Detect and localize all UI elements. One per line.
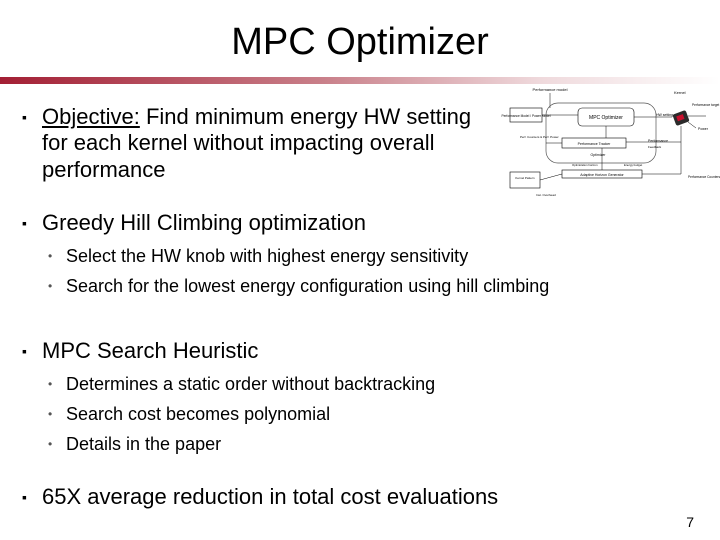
svg-text:Optimizer: Optimizer xyxy=(590,153,606,157)
svg-text:Inst. Overhead: Inst. Overhead xyxy=(536,193,556,197)
svg-text:Performance Model / Power Mode: Performance Model / Power Model xyxy=(501,114,551,118)
page-number: 7 xyxy=(686,514,694,530)
square-bullet-icon: ▪ xyxy=(22,109,27,125)
svg-text:Performance target: Performance target xyxy=(692,103,720,107)
dot-bullet-icon: • xyxy=(48,407,53,421)
objective-line-1: Find minimum energy HW setting xyxy=(139,104,472,129)
mpc-block-diagram xyxy=(501,86,720,197)
svg-text:Performance Counters: Performance Counters xyxy=(688,175,720,179)
gpu-chip-icon xyxy=(672,110,689,126)
square-bullet-icon: ▪ xyxy=(22,489,27,505)
dot-bullet-icon: • xyxy=(48,437,53,451)
svg-text:Adaptive Horizon Generator: Adaptive Horizon Generator xyxy=(580,173,624,177)
svg-text:MPC Optimizer: MPC Optimizer xyxy=(589,115,623,121)
svg-text:Kernel Pattern: Kernel Pattern xyxy=(515,176,535,180)
perf-model-label: Performance model xyxy=(532,87,568,92)
dot-bullet-icon: • xyxy=(48,279,53,293)
square-bullet-icon: ▪ xyxy=(22,343,27,359)
slide-title: MPC Optimizer xyxy=(231,21,489,63)
svg-text:HW setting: HW setting xyxy=(656,113,674,117)
square-bullet-icon: ▪ xyxy=(22,215,27,231)
objective-label: Objective: xyxy=(42,104,140,129)
dot-bullet-icon: • xyxy=(48,377,53,391)
svg-text:Optimization horizon: Optimization horizon xyxy=(572,163,598,167)
svg-text:Performance Tracker: Performance Tracker xyxy=(577,142,611,146)
dot-bullet-icon: • xyxy=(48,249,53,263)
kernel-pattern-box xyxy=(510,172,540,188)
svg-text:Kernel: Kernel xyxy=(674,90,686,95)
svg-text:Energy budget: Energy budget xyxy=(624,163,643,167)
svg-text:Feedback: Feedback xyxy=(648,145,662,149)
svg-text:Perf. Counters & Perf. Power: Perf. Counters & Perf. Power xyxy=(520,135,559,139)
svg-text:Power: Power xyxy=(698,127,708,131)
title-divider xyxy=(0,77,720,84)
svg-text:Performance: Performance xyxy=(648,139,669,143)
